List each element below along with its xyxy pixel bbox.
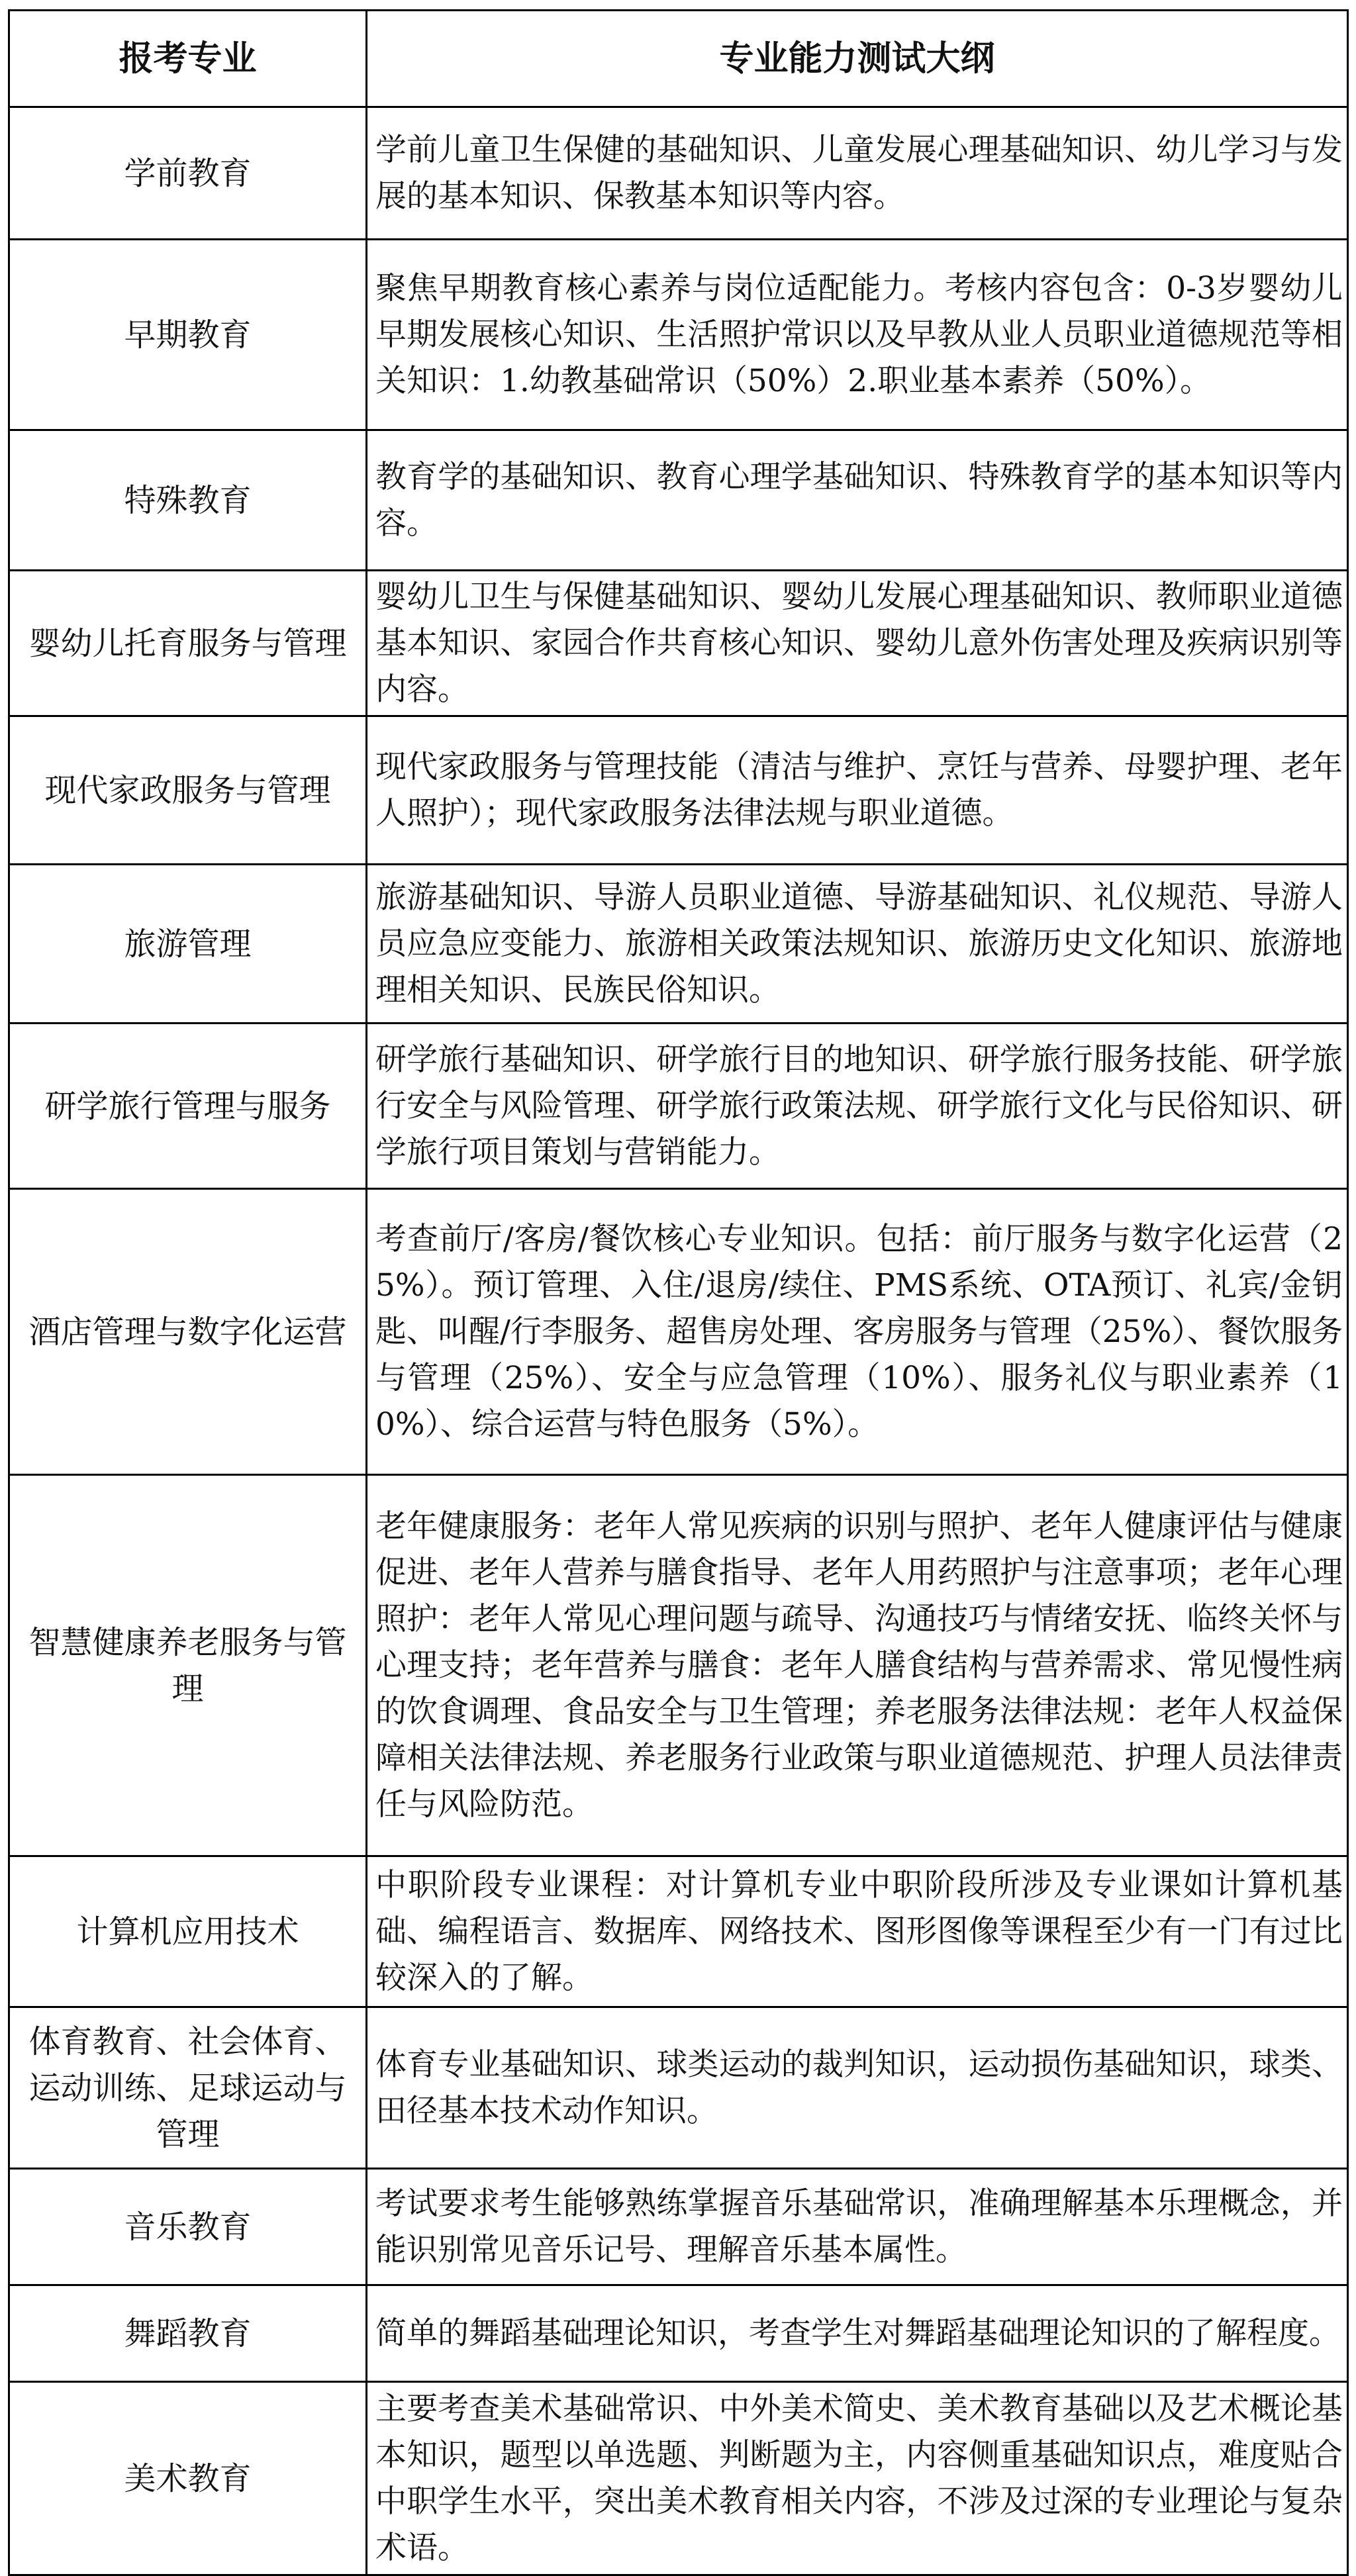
major-name: 旅游管理 bbox=[9, 865, 367, 1024]
syllabus-content: 聚焦早期教育核心素养与岗位适配能力。考核内容包含：0-3岁婴幼儿早期发展核心知识、生活照护常识以及早教从业人员职业道德规范等相关知识：1.幼教基础常识（50%）2.职业基本素养（50%）。 bbox=[367, 240, 1348, 430]
table-row bbox=[9, 2007, 1348, 2169]
syllabus-content: 教育学的基础知识、教育心理学基础知识、特殊教育学的基本知识等内容。 bbox=[367, 430, 1348, 571]
syllabus-content: 研学旅行基础知识、研学旅行目的地知识、研学旅行服务技能、研学旅行安全与风险管理、研学旅行政策法规、研学旅行文化与民俗知识、研学旅行项目策划与营销能力。 bbox=[367, 1024, 1348, 1189]
table-row bbox=[9, 430, 1348, 571]
table-row bbox=[9, 240, 1348, 430]
table-row bbox=[9, 865, 1348, 1024]
syllabus-content: 体育专业基础知识、球类运动的裁判知识，运动损伤基础知识，球类、田径基本技术动作知识。 bbox=[367, 2007, 1348, 2169]
syllabus-content: 婴幼儿卫生与保健基础知识、婴幼儿发展心理基础知识、教师职业道德基本知识、家园合作共育核心知识、婴幼儿意外伤害处理及疾病识别等内容。 bbox=[367, 571, 1348, 716]
syllabus-table bbox=[8, 9, 1349, 2576]
header-syllabus: 专业能力测试大纲 bbox=[367, 11, 1348, 107]
syllabus-content: 简单的舞蹈基础理论知识，考查学生对舞蹈基础理论知识的了解程度。 bbox=[367, 2285, 1348, 2382]
table-row bbox=[9, 571, 1348, 716]
syllabus-content: 现代家政服务与管理技能（清洁与维护、烹饪与营养、母婴护理、老年人照护）；现代家政服务法律法规与职业道德。 bbox=[367, 716, 1348, 865]
major-name: 计算机应用技术 bbox=[9, 1856, 367, 2007]
major-name: 舞蹈教育 bbox=[9, 2285, 367, 2382]
table-row bbox=[9, 2169, 1348, 2285]
header-major: 报考专业 bbox=[9, 11, 367, 107]
syllabus-content: 中职阶段专业课程：对计算机专业中职阶段所涉及专业课如计算机基础、编程语言、数据库、网络技术、图形图像等课程至少有一门有过比较深入的了解。 bbox=[367, 1856, 1348, 2007]
syllabus-content: 学前儿童卫生保健的基础知识、儿童发展心理基础知识、幼儿学习与发展的基本知识、保教基本知识等内容。 bbox=[367, 107, 1348, 240]
major-name: 酒店管理与数字化运营 bbox=[9, 1189, 367, 1475]
major-name: 现代家政服务与管理 bbox=[9, 716, 367, 865]
major-name: 学前教育 bbox=[9, 107, 367, 240]
syllabus-content: 主要考查美术基础常识、中外美术简史、美术教育基础以及艺术概论基本知识，题型以单选题、判断题为主，内容侧重基础知识点，难度贴合中职学生水平，突出美术教育相关内容，不涉及过深的专业理论与复杂术语。 bbox=[367, 2382, 1348, 2575]
major-name: 音乐教育 bbox=[9, 2169, 367, 2285]
syllabus-content: 老年健康服务：老年人常见疾病的识别与照护、老年人健康评估与健康促进、老年人营养与膳食指导、老年人用药照护与注意事项；老年心理照护：老年人常见心理问题与疏导、沟通技巧与情绪安抚、临终关怀与心理支持；老年营养与膳食：老年人膳食结构与营养需求、常见慢性病的饮食调理、食品安全与卫生管理；养老服务法律法规：老年人权益保障相关法律法规、养老服务行业政策与职业道德规范、护理人员法律责任与风险防范。 bbox=[367, 1475, 1348, 1856]
major-name: 智慧健康养老服务与管理 bbox=[9, 1475, 367, 1856]
table-row bbox=[9, 1189, 1348, 1475]
table-row bbox=[9, 1475, 1348, 1856]
table-row bbox=[9, 107, 1348, 240]
header-row bbox=[9, 11, 1348, 107]
major-name: 美术教育 bbox=[9, 2382, 367, 2575]
syllabus-document bbox=[8, 9, 1347, 2576]
table-row bbox=[9, 1024, 1348, 1189]
major-name: 早期教育 bbox=[9, 240, 367, 430]
syllabus-content: 旅游基础知识、导游人员职业道德、导游基础知识、礼仪规范、导游人员应急应变能力、旅游相关政策法规知识、旅游历史文化知识、旅游地理相关知识、民族民俗知识。 bbox=[367, 865, 1348, 1024]
syllabus-content: 考试要求考生能够熟练掌握音乐基础常识，准确理解基本乐理概念，并能识别常见音乐记号、理解音乐基本属性。 bbox=[367, 2169, 1348, 2285]
table-row bbox=[9, 2382, 1348, 2575]
major-name: 研学旅行管理与服务 bbox=[9, 1024, 367, 1189]
major-name: 婴幼儿托育服务与管理 bbox=[9, 571, 367, 716]
major-name: 特殊教育 bbox=[9, 430, 367, 571]
table-row bbox=[9, 716, 1348, 865]
table-row bbox=[9, 2285, 1348, 2382]
syllabus-content: 考查前厅/客房/餐饮核心专业知识。包括：前厅服务与数字化运营（25%）。预订管理、入住/退房/续住、PMS系统、OTA预订、礼宾/金钥匙、叫醒/行李服务、超售房处理、客房服务与管理（25%）、餐饮服务与管理（25%）、安全与应急管理（10%）、服务礼仪与职业素养（10%）、综合运营与特色服务（5%）。 bbox=[367, 1189, 1348, 1475]
major-name: 体育教育、社会体育、运动训练、足球运动与管理 bbox=[9, 2007, 367, 2169]
table-row bbox=[9, 1856, 1348, 2007]
